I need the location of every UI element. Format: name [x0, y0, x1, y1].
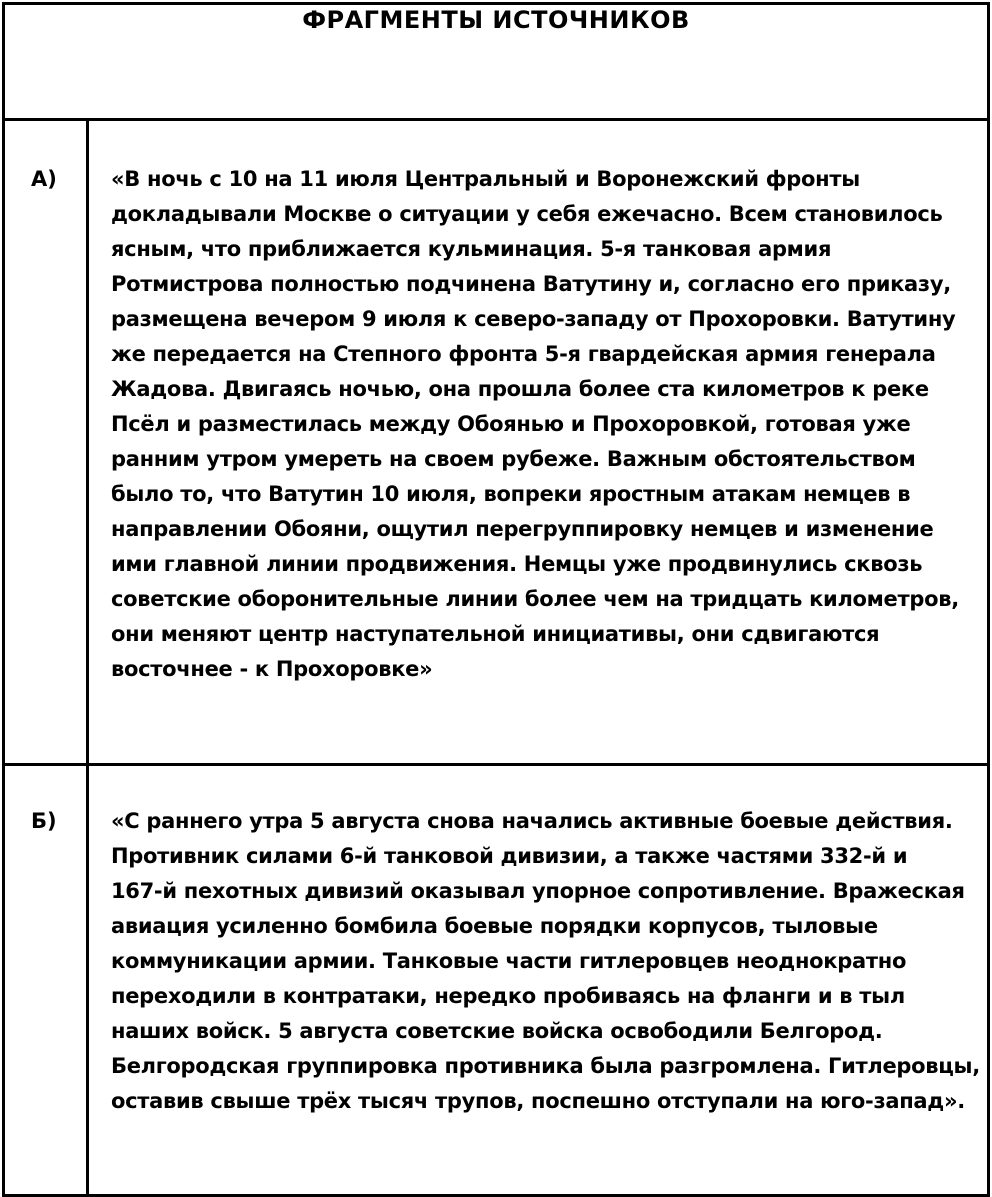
- text-line: «В ночь с 10 на 11 июля Центральный и Воронежский фронты: [111, 167, 860, 191]
- text-line: Жадова. Двигаясь ночью, она прошла более ста километров к реке: [111, 377, 929, 401]
- text-line: ясным, что приближается кульминация. 5-я танковая армия: [111, 237, 832, 261]
- row-label-cell-b: [4, 765, 88, 1196]
- text-line: было то, что Ватутин 10 июля, вопреки яростным атакам немцев в: [111, 482, 911, 506]
- row-label: Б): [31, 809, 57, 833]
- table-header-cell: [4, 4, 989, 120]
- text-line: «С раннего утра 5 августа снова начались активные боевые действия.: [111, 809, 953, 833]
- sources-table: [2, 2, 990, 1197]
- source-row-a: [4, 120, 989, 765]
- text-line: докладывали Москве о ситуации у себя ежечасно. Всем становилось: [111, 202, 943, 226]
- header-row: [4, 4, 989, 120]
- text-line: ими главной линии продвижения. Немцы уже продвинулись сквозь: [111, 552, 923, 576]
- text-line: переходили в контратаки, нередко пробиваясь на фланги и в тыл: [111, 984, 905, 1008]
- text-line: направлении Обояни, ощутил перегруппировку немцев и изменение: [111, 517, 934, 541]
- page-title: ФРАГМЕНТЫ ИСТОЧНИКОВ: [302, 6, 690, 34]
- text-line: Псёл и разместилась между Обоянью и Прохоровкой, готовая уже: [111, 412, 911, 436]
- row-label: А): [31, 167, 57, 191]
- row-label-cell-a: [4, 120, 88, 765]
- fragment-text-b: [88, 765, 989, 1196]
- text-line: Ротмистрова полностью подчинена Ватутину и, согласно его приказу,: [111, 272, 951, 296]
- text-line: 167-й пехотных дивизий оказывал упорное сопротивление. Вражеская: [111, 879, 965, 903]
- text-line: Противник силами 6-й танковой дивизии, а также частями 332-й и: [111, 844, 908, 868]
- source-row-b: [4, 765, 989, 1196]
- text-line: же передается на Степного фронта 5-я гвардейская армия генерала: [111, 342, 936, 366]
- text-line: наших войск. 5 августа советские войска освободили Белгород.: [111, 1019, 883, 1043]
- text-line: коммуникации армии. Танковые части гитлеровцев неоднократно: [111, 949, 907, 973]
- text-line: размещена вечером 9 июля к северо-западу от Прохоровки. Ватутину: [111, 307, 956, 331]
- text-line: они меняют центр наступательной инициативы, они сдвигаются: [111, 622, 880, 646]
- text-line: советские оборонительные линии более чем на тридцать километров,: [111, 587, 959, 611]
- text-line: оставив свыше трёх тысяч трупов, поспешно отступали на юго-запад».: [111, 1089, 965, 1113]
- text-line: авиация усиленно бомбила боевые порядки корпусов, тыловые: [111, 914, 878, 938]
- text-line: ранним утром умереть на своем рубеже. Важным обстоятельством: [111, 447, 916, 471]
- text-line: восточнее - к Прохоровке»: [111, 657, 433, 681]
- text-line: Белгородская группировка противника была разгромлена. Гитлеровцы,: [111, 1054, 980, 1078]
- fragment-text-a: [88, 120, 989, 765]
